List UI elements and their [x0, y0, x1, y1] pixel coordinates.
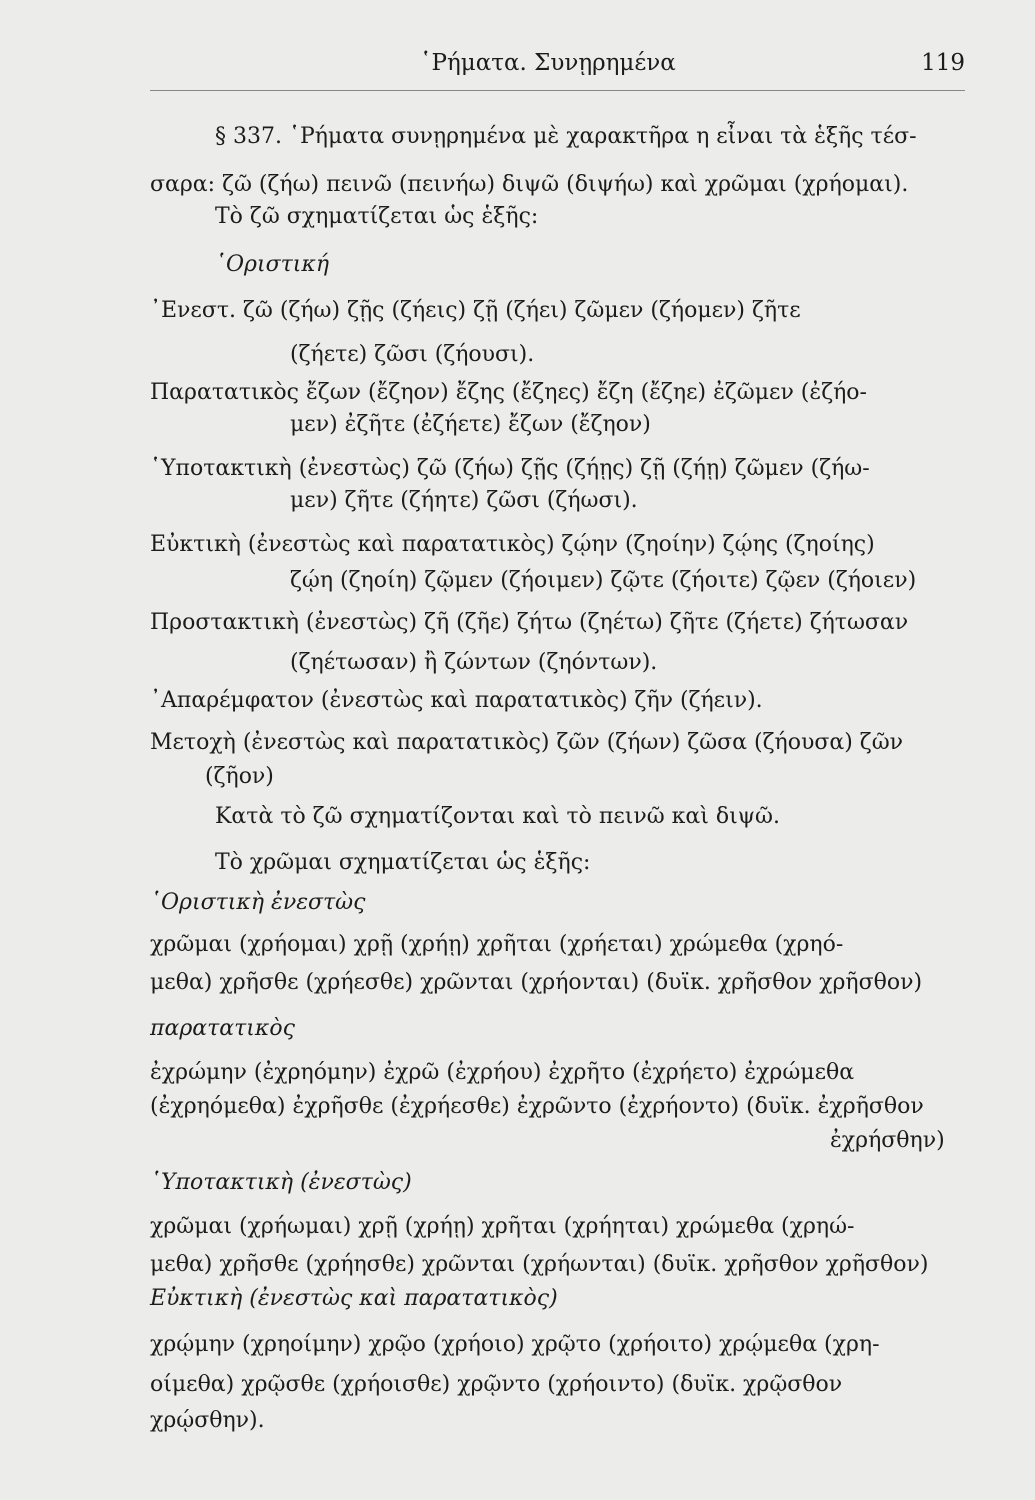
text-line: χρῶμαι (χρήομαι) χρῇ (χρήῃ) χρῆται (χρήεται) χρώμεθα (χρηό-: [150, 932, 844, 957]
text-line: χρῴσθην).: [150, 1408, 265, 1433]
text-line: ᾿Απαρέμφατον (ἐνεστὼς καὶ παρατατικὸς) ζῆν (ζήειν).: [150, 688, 763, 713]
text-line: ᾿Ενεστ. ζῶ (ζήω) ζῇς (ζήεις) ζῇ (ζήει) ζῶμεν (ζήομεν) ζῆτε: [150, 298, 801, 323]
section-heading: ῾Οριστική: [215, 252, 330, 277]
text-line: χρῴμην (χρηοίμην) χρῷο (χρήοιο) χρῷτο (χρήοιτο) χρῴμεθα (χρη-: [150, 1332, 880, 1357]
text-line: μεν) ζῆτε (ζήητε) ζῶσι (ζήωσι).: [290, 488, 638, 513]
header-rule: [150, 90, 965, 91]
text-line: (ζῆον): [205, 764, 274, 789]
text-line: Τὸ ζῶ σχηματίζεται ὡς ἑξῆς:: [215, 204, 539, 229]
text-line: ἐχρώμην (ἐχρηόμην) ἐχρῶ (ἐχρήου) ἐχρῆτο (ἐχρήετο) ἐχρώμεθα: [150, 1060, 855, 1085]
text-line: μεν) ἐζῆτε (ἐζήετε) ἔζων (ἔζηον): [290, 412, 651, 437]
text-line: (ζήετε) ζῶσι (ζήουσι).: [290, 342, 535, 367]
running-header: [150, 44, 965, 84]
text-line: ζῴη (ζηοίη) ζῷμεν (ζήοιμεν) ζῷτε (ζήοιτε) ζῷεν (ζήοιεν): [290, 568, 917, 593]
text-line: Μετοχὴ (ἐνεστὼς καὶ παρατατικὸς) ζῶν (ζήων) ζῶσα (ζήουσα) ζῶν: [150, 730, 904, 755]
text-line: ἐχρήσθην): [830, 1128, 945, 1153]
text-line: Παρατατικὸς ἔζων (ἔζηον) ἔζης (ἔζηες) ἔζη (ἔζηε) ἐζῶμεν (ἐζήο-: [150, 380, 867, 405]
text-line: (ζηέτωσαν) ἢ ζώντων (ζηόντων).: [290, 650, 658, 675]
text-line: Προστακτικὴ (ἐνεστὼς) ζῆ (ζῆε) ζήτω (ζηέτω) ζῆτε (ζήετε) ζήτωσαν: [150, 610, 909, 635]
text-line: Τὸ χρῶμαι σχηματίζεται ὡς ἑξῆς:: [215, 850, 591, 875]
text-line: μεθα) χρῆσθε (χρήησθε) χρῶνται (χρήωνται) (δυϊκ. χρῆσθον χρῆσθον): [150, 1252, 929, 1277]
header-title: ῾Ρήματα. Συνῃρημένα: [420, 50, 676, 76]
text-line: σαρα: ζῶ (ζήω) πεινῶ (πεινήω) διψῶ (διψήω) καὶ χρῶμαι (χρήομαι).: [150, 172, 909, 197]
section-heading: Εὐκτικὴ (ἐνεστὼς καὶ παρατατικὸς): [150, 1286, 558, 1311]
text-line: οίμεθα) χρῷσθε (χρήοισθε) χρῷντο (χρήοιντο) (δυϊκ. χρῷσθον: [150, 1372, 843, 1397]
text-line: (ἐχρηόμεθα) ἐχρῆσθε (ἐχρήεσθε) ἐχρῶντο (ἐχρήοντο) (δυϊκ. ἐχρῆσθον: [150, 1094, 924, 1119]
text-line: Εὐκτικὴ (ἐνεστὼς καὶ παρατατικὸς) ζῴην (ζηοίην) ζῴης (ζηοίης): [150, 532, 875, 557]
section-heading: ῾Υποτακτικὴ (ἐνεστὼς): [150, 1170, 412, 1195]
section-heading: ῾Οριστικὴ ἐνεστὼς: [150, 890, 366, 915]
page-number: 119: [921, 50, 965, 76]
section-heading: παρατατικὸς: [150, 1016, 295, 1041]
text-line: ῾Υποτακτικὴ (ἐνεστὼς) ζῶ (ζήω) ζῇς (ζήῃς) ζῇ (ζήῃ) ζῶμεν (ζήω-: [150, 456, 870, 481]
text-line: Κατὰ τὸ ζῶ σχηματίζονται καὶ τὸ πεινῶ καὶ διψῶ.: [215, 804, 780, 829]
text-line: μεθα) χρῆσθε (χρήεσθε) χρῶνται (χρήονται) (δυϊκ. χρῆσθον χρῆσθον): [150, 970, 923, 995]
text-line: § 337. ῾Ρήματα συνῃρημένα μὲ χαρακτῆρα η εἶναι τὰ ἑξῆς τέσ-: [215, 124, 917, 149]
text-line: χρῶμαι (χρήωμαι) χρῇ (χρήῃ) χρῆται (χρήηται) χρώμεθα (χρηώ-: [150, 1214, 855, 1239]
